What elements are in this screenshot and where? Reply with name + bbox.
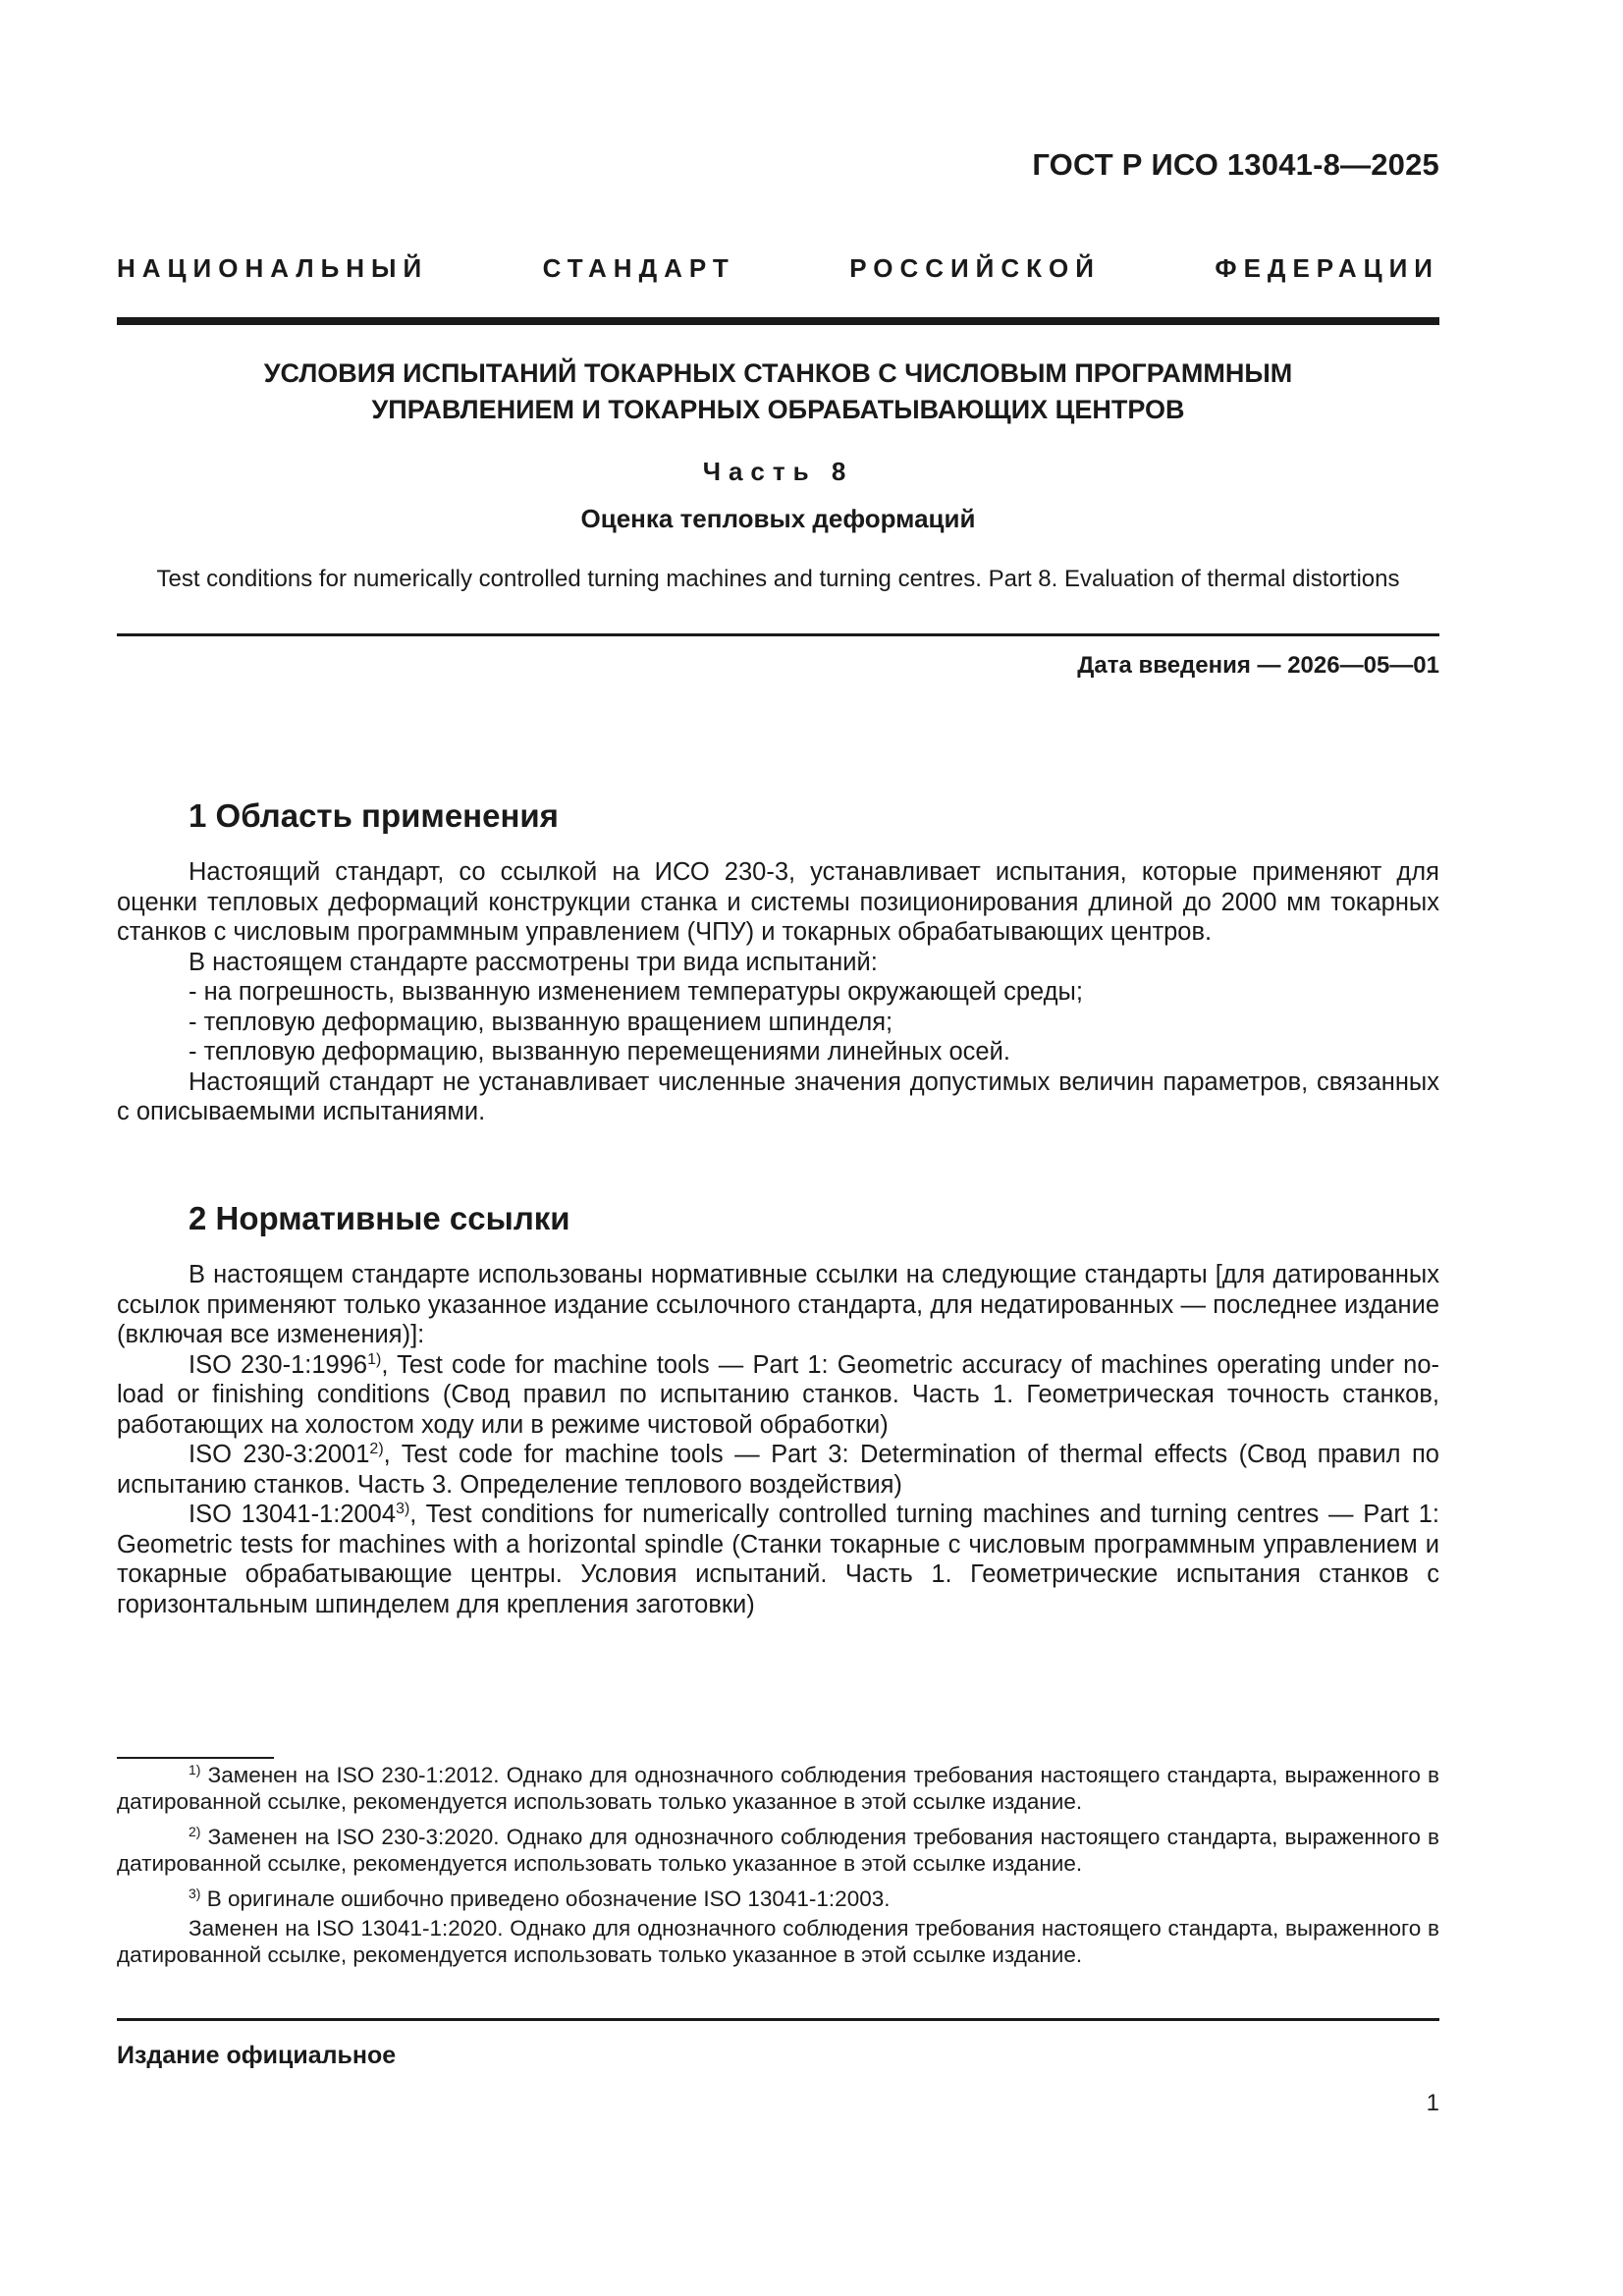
- english-title: Test conditions for numerically controlled turning machines and turning centres. Part 8. Evaluation of thermal distortions: [156, 566, 1400, 592]
- national-standard-banner: НАЦИОНАЛЬНЫЙ СТАНДАРТ РОССИЙСКОЙ ФЕДЕРАЦИИ: [117, 253, 1439, 283]
- footnote-text: В оригинале ошибочно приведено обозначение ISO 13041-1:2003.: [200, 1886, 891, 1911]
- footnote: [117, 1886, 1439, 1912]
- section-2-paragraph: В настоящем стандарте использованы нормативные ссылки на следующие стандарты [для датированных ссылок применяют только указанное издание ссылочного стандарта, для недатированных — последнее издание (включая все изменения)]:: [117, 1261, 1439, 1348]
- footnote-mark[interactable]: 2): [369, 1441, 384, 1457]
- footnote-number: 1): [189, 1762, 201, 1777]
- footnote-continuation: Заменен на ISO 13041-1:2020. Однако для однозначного соблюдения требования настоящего стандарта, выраженного в датированной ссылке, рекомендуется использовать только указанное в этой ссылке издание.: [117, 1916, 1439, 1967]
- footnote-mark[interactable]: 1): [367, 1350, 382, 1368]
- introduction-date: Дата введения — 2026—05—01: [1077, 652, 1439, 679]
- reference-code: ISO 230-3:2001: [189, 1441, 370, 1468]
- reference-text: , Test code for machine tools — Part 3: Determination of thermal effects (Свод правил по испытанию станков. Часть 3. Определение теплового воздействия): [117, 1441, 1439, 1499]
- header-rule: [117, 317, 1439, 325]
- footnote: [117, 1824, 1439, 1877]
- section-1-paragraph: В настоящем стандарте рассмотрены три вида испытаний:: [189, 948, 878, 976]
- footer-rule: [117, 2018, 1439, 2021]
- section-1-paragraph: Настоящий стандарт, со ссылкой на ИСО 230-3, устанавливает испытания, которые применяют для оценки тепловых деформаций конструкции станка и системы позиционирования длиной до 2000 мм токарных станков с числовым программным управлением (ЧПУ) и токарных обрабатывающих центров.: [117, 858, 1439, 946]
- part-title: Оценка тепловых деформаций: [580, 504, 976, 533]
- document-title: [117, 355, 1439, 428]
- normative-reference: [117, 1440, 1439, 1500]
- section-1-heading: 1 Область применения: [189, 797, 559, 834]
- reference-code: ISO 230-1:1996: [189, 1350, 368, 1379]
- list-item: - на погрешность, вызванную изменением температуры окружающей среды;: [189, 978, 1083, 1006]
- footnote-mark[interactable]: 3): [396, 1501, 410, 1517]
- reference-code: ISO 13041-1:2004: [189, 1501, 397, 1528]
- document-code: ГОСТ Р ИСО 13041-8—2025: [1032, 147, 1439, 182]
- section-1-body: [117, 857, 1439, 1127]
- footnote-text: Заменен на ISO 230-3:2020. Однако для однозначного соблюдения требования настоящего стандарта, выраженного в датированной ссылке, рекомендуется использовать только указанное в этой ссылке издание.: [117, 1825, 1439, 1876]
- reference-text: , Test conditions for numerically controlled turning machines and turning centres — Part 1: Geometric tests for machines with a horizontal spindle (Станки токарные с числовым программным управлением и токарные обрабатывающие центры. Условия испытаний. Часть 1. Геометрические испытания станков с горизонтальным шпинделем для крепления заготовки): [117, 1501, 1439, 1618]
- page-number: 1: [1426, 2090, 1439, 2116]
- reference-text: , Test code for machine tools — Part 1: Geometric accuracy of machines operating under no-load or finishing conditions (Свод правил по испытанию станков. Часть 1. Геометрическая точность станков, работающих на холостом ходу или в режиме чистовой обработки): [117, 1350, 1439, 1439]
- title-line-2: УПРАВЛЕНИЕМ И ТОКАРНЫХ ОБРАБАТЫВАЮЩИХ ЦЕНТРОВ: [371, 395, 1185, 424]
- section-1-paragraph: Настоящий стандарт не устанавливает численные значения допустимых величин параметров, связанных с описываемыми испытаниями.: [117, 1067, 1439, 1125]
- list-item: - тепловую деформацию, вызванную перемещениями линейных осей.: [189, 1038, 1010, 1066]
- footnote-number: 3): [189, 1886, 201, 1901]
- edition-label: Издание официальное: [117, 2042, 397, 2069]
- footnote-separator: [117, 1757, 274, 1759]
- footnote-number: 2): [189, 1824, 201, 1839]
- normative-reference: [117, 1350, 1439, 1441]
- footnote-text: Заменен на ISO 230-1:2012. Однако для однозначного соблюдения требования настоящего стандарта, выраженного в датированной ссылке, рекомендуется использовать только указанное в этой ссылке издание.: [117, 1763, 1439, 1814]
- section-2-heading: 2 Нормативные ссылки: [189, 1200, 570, 1236]
- title-rule: [117, 633, 1439, 636]
- title-line-1: УСЛОВИЯ ИСПЫТАНИЙ ТОКАРНЫХ СТАНКОВ С ЧИСЛОВЫМ ПРОГРАММНЫМ: [263, 358, 1293, 388]
- list-item: - тепловую деформацию, вызванную вращением шпинделя;: [189, 1008, 893, 1036]
- normative-reference: [117, 1500, 1439, 1619]
- section-2-body: [117, 1260, 1439, 1619]
- part-label: Часть 8: [702, 457, 854, 486]
- footnote: [117, 1762, 1439, 1815]
- footnotes: [117, 1762, 1439, 1977]
